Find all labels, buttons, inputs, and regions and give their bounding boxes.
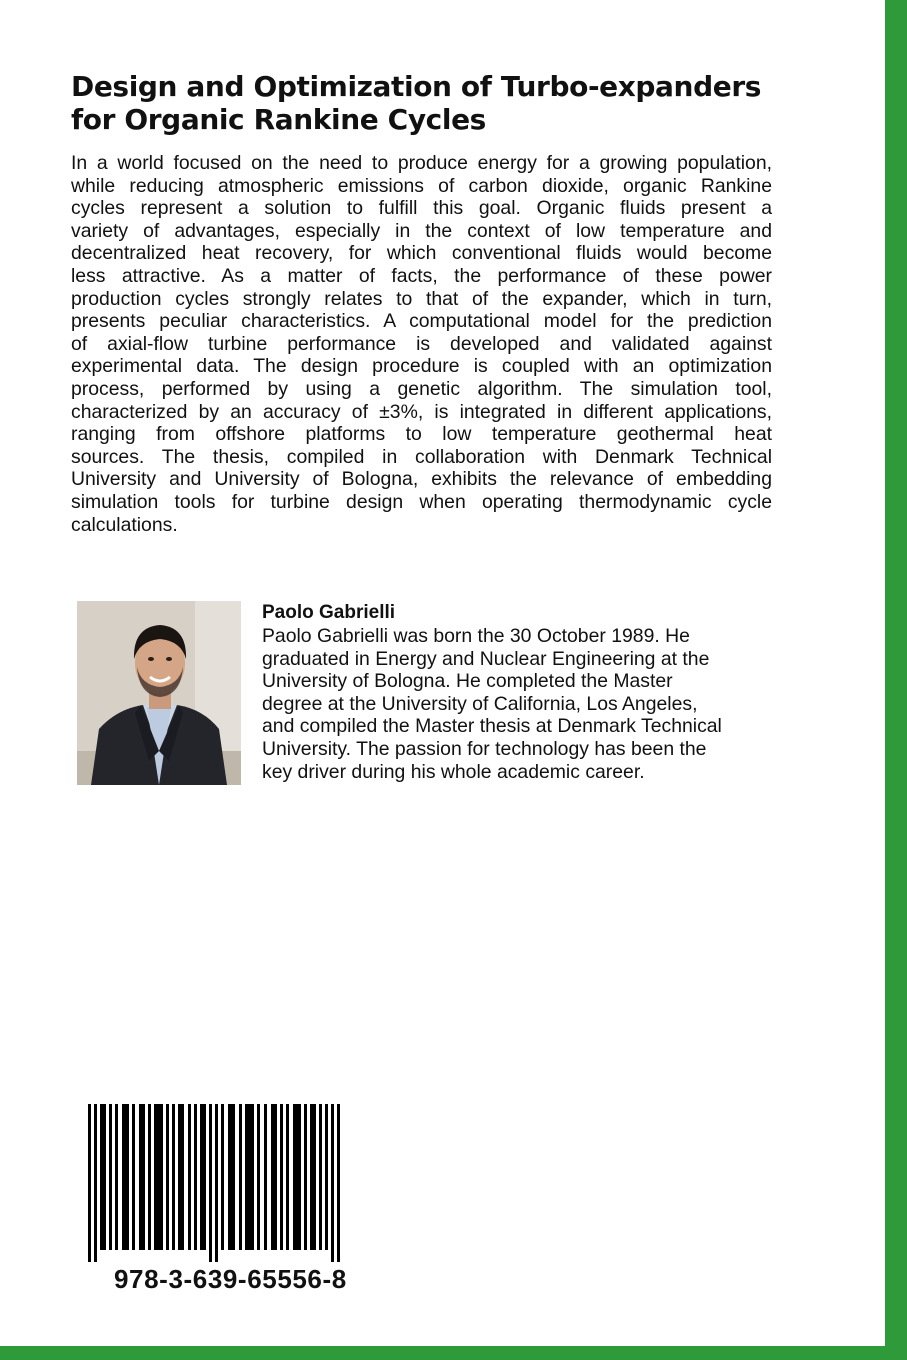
book-title	[71, 70, 811, 136]
abstract-line: while reducing atmospheric emissions of carbon dioxide, organic Rankine	[71, 174, 772, 197]
author-bio	[262, 625, 782, 783]
abstract-line: University and University of Bologna, exhibits the relevance of embedding	[71, 468, 772, 491]
author-photo	[77, 601, 241, 785]
abstract-line: ranging from offshore platforms to low temperature geothermal heat	[71, 423, 772, 446]
isbn-barcode	[88, 1104, 340, 1262]
abstract-line: characterized by an accuracy of ±3%, is integrated in different applications,	[71, 400, 772, 423]
abstract-line: variety of advantages, especially in the context of low temperature and	[71, 219, 772, 242]
abstract-line: sources. The thesis, compiled in collaboration with Denmark Technical	[71, 445, 772, 468]
book-abstract	[71, 152, 772, 536]
isbn-number: 978-3-639-65556-8	[114, 1264, 347, 1294]
abstract-line: decentralized heat recovery, for which conventional fluids would become	[71, 242, 772, 265]
abstract-line: experimental data. The design procedure is coupled with an optimization	[71, 355, 772, 378]
bio-line: key driver during his whole academic career.	[262, 760, 645, 783]
abstract-line: simulation tools for turbine design when operating thermodynamic cycle	[71, 490, 772, 513]
title-line: Design and Optimization of Turbo-expanders	[71, 70, 761, 103]
abstract-line: presents peculiar characteristics. A computational model for the prediction	[71, 310, 772, 333]
abstract-line: In a world focused on the need to produce energy for a growing population,	[71, 152, 772, 174]
bio-line: University. The passion for technology has been the	[262, 737, 707, 760]
abstract-line: of axial-flow turbine performance is developed and validated against	[71, 332, 772, 355]
abstract-line: production cycles strongly relates to that of the expander, which in turn,	[71, 287, 772, 310]
green-border-right	[885, 0, 907, 1360]
abstract-line: calculations.	[71, 513, 178, 536]
green-border-bottom	[0, 1346, 907, 1360]
abstract-line: cycles represent a solution to fulfill this goal. Organic fluids present a	[71, 197, 772, 220]
title-line: for Organic Rankine Cycles	[71, 103, 486, 136]
abstract-line: process, performed by using a genetic algorithm. The simulation tool,	[71, 377, 772, 400]
bio-line: University of Bologna. He completed the Master	[262, 670, 673, 693]
bio-line: graduated in Energy and Nuclear Engineering at the	[262, 647, 710, 670]
author-name: Paolo Gabrielli	[262, 602, 396, 623]
bio-line: Paolo Gabrielli was born the 30 October 1989. He	[262, 625, 690, 647]
abstract-line: less attractive. As a matter of facts, the performance of these power	[71, 264, 772, 287]
bio-line: and compiled the Master thesis at Denmark Technical	[262, 715, 722, 738]
bio-line: degree at the University of California, Los Angeles,	[262, 692, 698, 715]
